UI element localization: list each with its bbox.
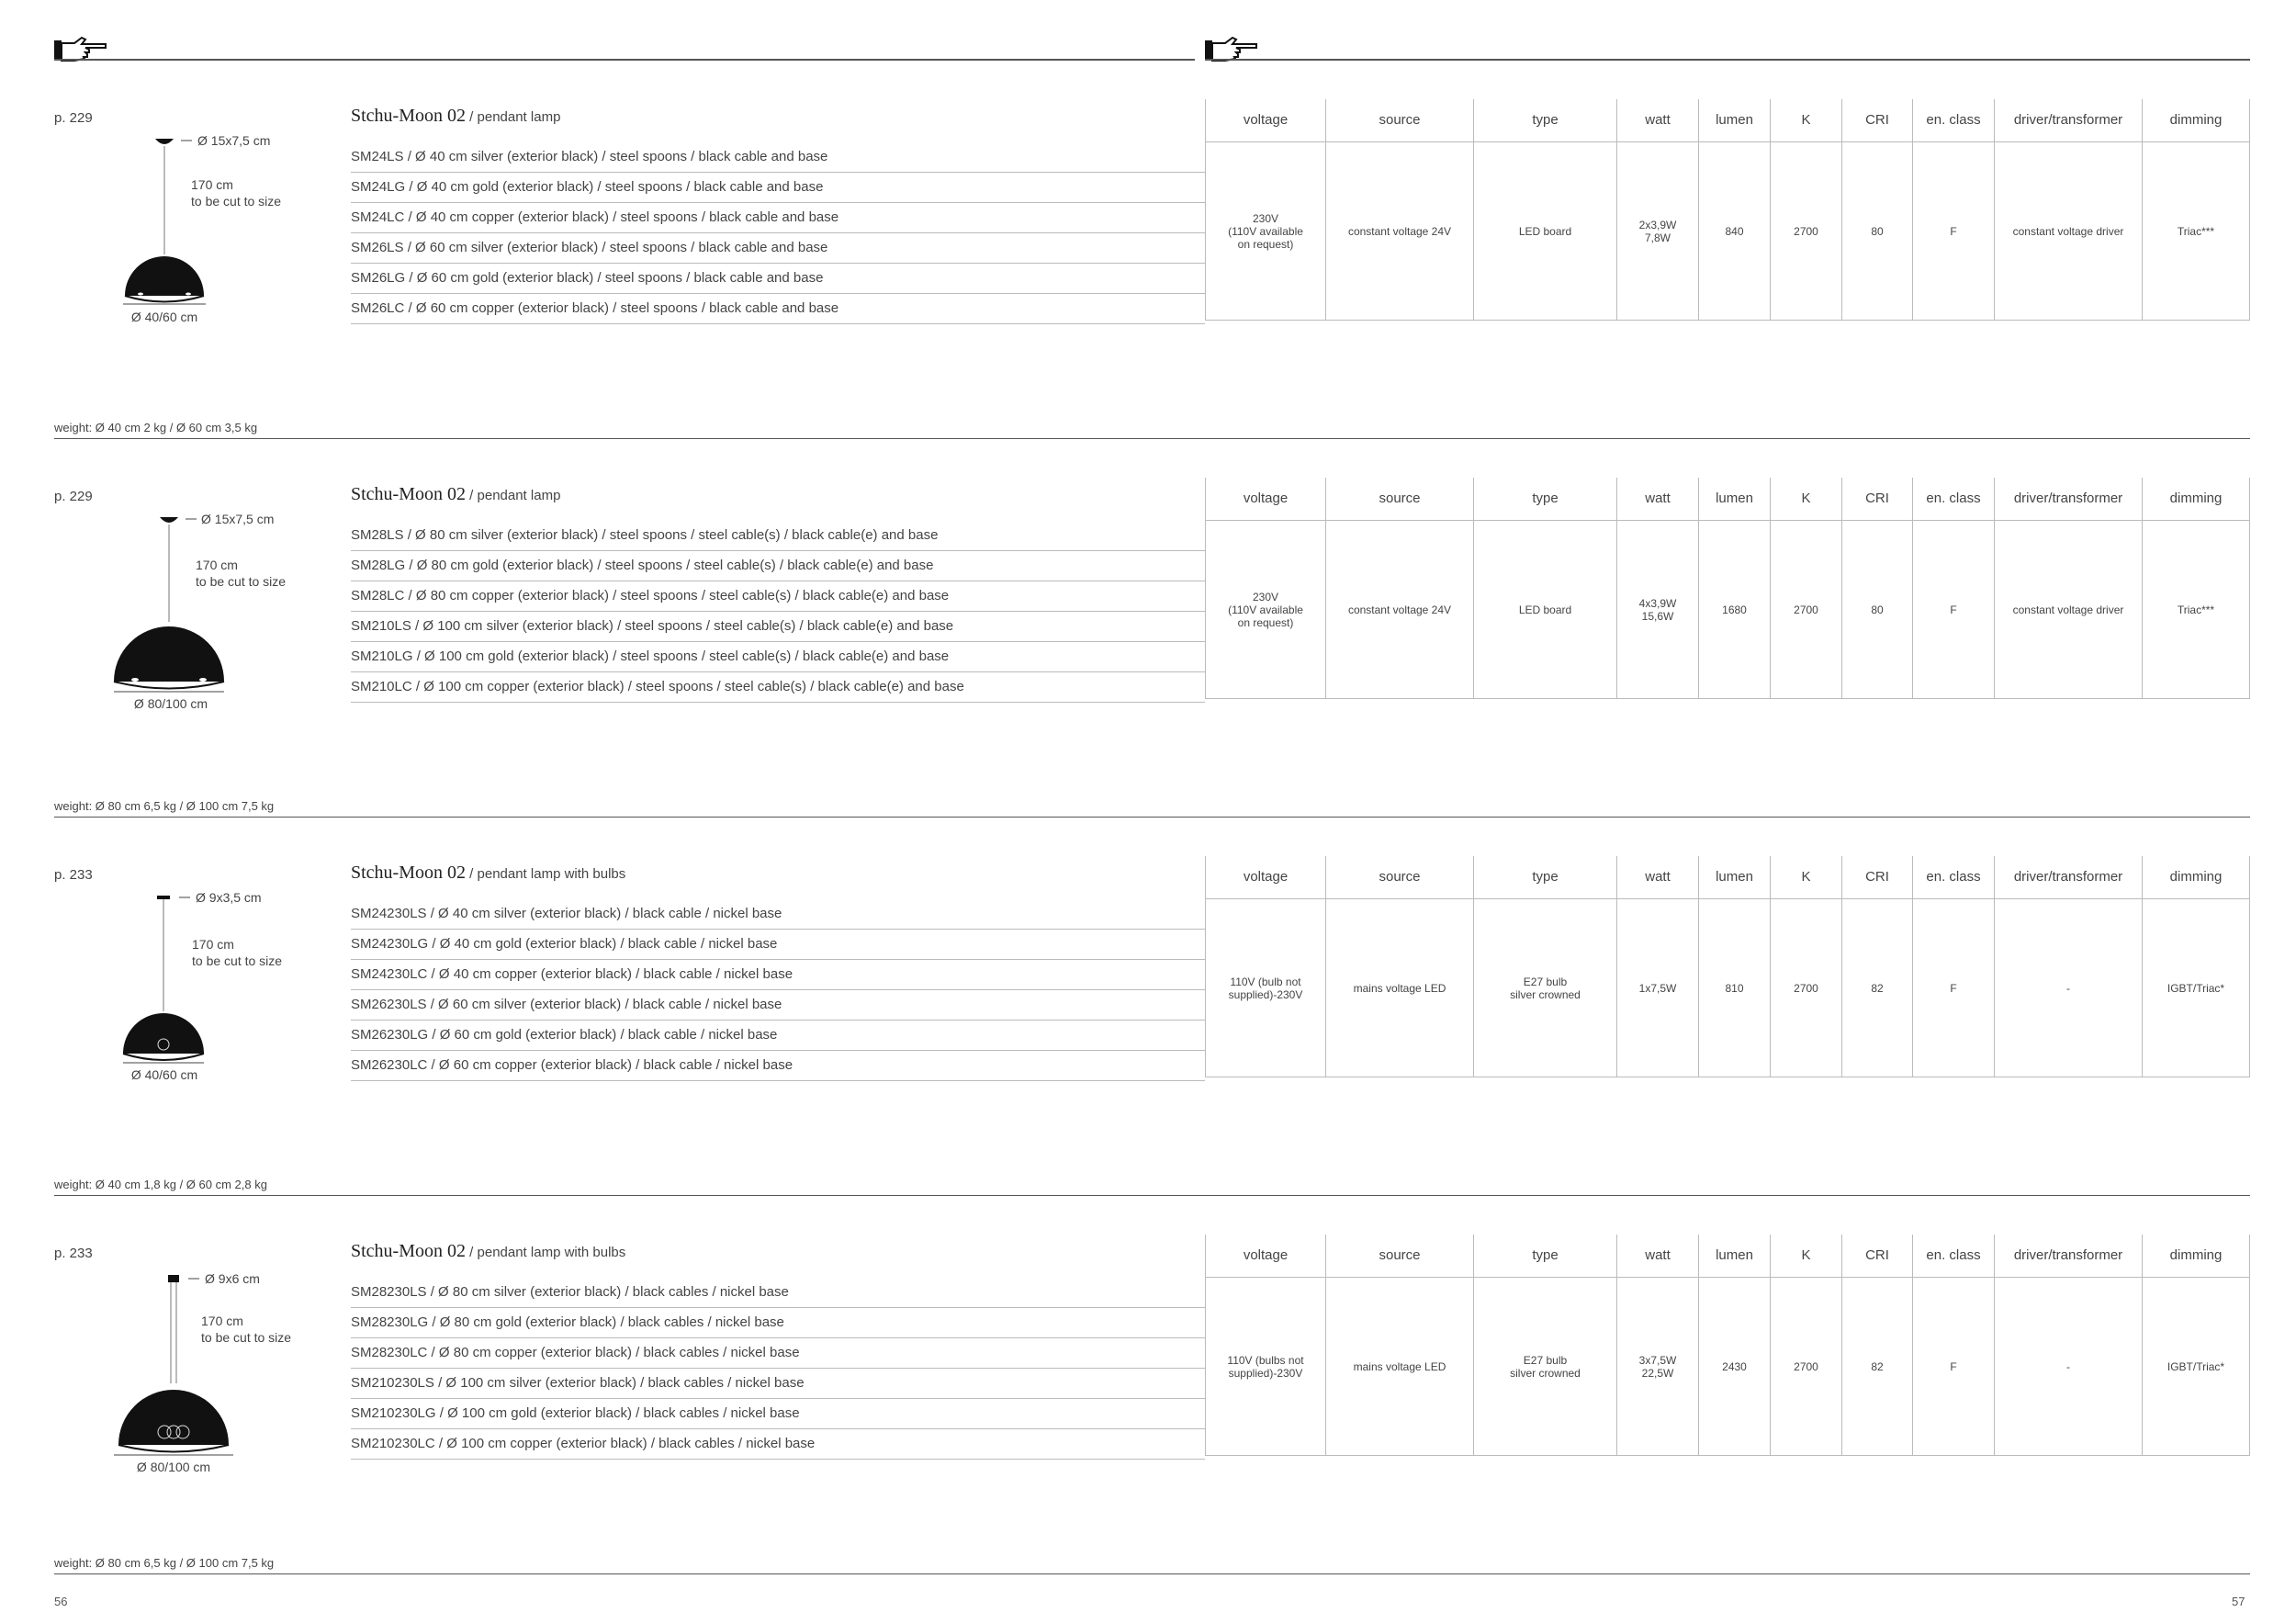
product-title: Stchu-Moon 02 / pendant lamp <box>351 484 561 504</box>
lamp-drawing <box>109 512 348 732</box>
spec-col-source: source mains voltage LED <box>1325 856 1473 1077</box>
product-section-4 <box>54 1195 2250 1573</box>
product-title: Stchu-Moon 02 / pendant lamp with bulbs <box>351 1241 626 1261</box>
product-row: SM28LC / Ø 80 cm copper (exterior black) / steel spoons / steel cable(s) / black cable(e) and base <box>351 581 1205 612</box>
lamp-drawing <box>109 890 348 1111</box>
product-row: SM26230LC / Ø 60 cm copper (exterior black) / black cable / nickel base <box>351 1051 1205 1081</box>
product-row: SM24230LG / Ø 40 cm gold (exterior black) / black cable / nickel base <box>351 930 1205 960</box>
spec-col-source: source constant voltage 24V <box>1325 478 1473 699</box>
spec-col-source: source constant voltage 24V <box>1325 99 1473 321</box>
page-number-right: 57 <box>2232 1595 2245 1608</box>
page-reference: p. 233 <box>54 1246 93 1261</box>
lamp-drawing <box>109 1269 348 1489</box>
svg-text:to be cut to size: to be cut to size <box>191 194 282 209</box>
svg-text:Ø 40/60 cm: Ø 40/60 cm <box>130 1067 198 1082</box>
product-row: SM210230LS / Ø 100 cm silver (exterior black) / black cables / nickel base <box>351 1369 1205 1399</box>
product-row: SM210230LG / Ø 100 cm gold (exterior black) / black cables / nickel base <box>351 1399 1205 1429</box>
spec-col-dimming: dimming Triac*** <box>2142 99 2250 321</box>
spec-col-watt: watt 4x3,9W 15,6W <box>1616 478 1698 699</box>
spec-col-voltage: voltage 230V (110V available on request) <box>1205 478 1325 699</box>
svg-text:Ø 15x7,5 cm: Ø 15x7,5 cm <box>197 133 271 148</box>
product-section-3 <box>54 817 2250 1195</box>
product-section-2 <box>54 438 2250 817</box>
product-row: SM24LG / Ø 40 cm gold (exterior black) / steel spoons / black cable and base <box>351 173 1205 203</box>
product-row: SM210230LC / Ø 100 cm copper (exterior black) / black cables / nickel base <box>351 1429 1205 1460</box>
product-row: SM24230LS / Ø 40 cm silver (exterior black) / black cable / nickel base <box>351 899 1205 930</box>
spec-col-energy-class: en. class F <box>1912 99 1994 321</box>
svg-text:Ø 80/100 cm: Ø 80/100 cm <box>136 1460 211 1474</box>
spec-col-driver: driver/transformer - <box>1994 856 2142 1077</box>
product-row: SM210LS / Ø 100 cm silver (exterior black) / steel spoons / steel cable(s) / black cable(e) and base <box>351 612 1205 642</box>
spec-col-driver: driver/transformer constant voltage driver <box>1994 478 2142 699</box>
svg-text:170 cm: 170 cm <box>192 937 234 952</box>
svg-text:170 cm: 170 cm <box>196 558 238 572</box>
weight-note: weight: Ø 40 cm 1,8 kg / Ø 60 cm 2,8 kg <box>54 1178 267 1191</box>
svg-text:Ø 80/100 cm: Ø 80/100 cm <box>133 696 208 711</box>
weight-note: weight: Ø 40 cm 2 kg / Ø 60 cm 3,5 kg <box>54 421 258 434</box>
svg-text:to be cut to size: to be cut to size <box>196 574 287 589</box>
spec-col-source: source mains voltage LED <box>1325 1235 1473 1456</box>
spec-col-kelvin: K 2700 <box>1770 856 1841 1077</box>
product-row: SM24230LC / Ø 40 cm copper (exterior black) / black cable / nickel base <box>351 960 1205 990</box>
page-reference: p. 233 <box>54 867 93 883</box>
product-list <box>351 521 1205 703</box>
spec-col-dimming: dimming IGBT/Triac* <box>2142 856 2250 1077</box>
product-row: SM26230LS / Ø 60 cm silver (exterior black) / black cable / nickel base <box>351 990 1205 1021</box>
product-title: Stchu-Moon 02 / pendant lamp with bulbs <box>351 863 626 883</box>
product-section-1 <box>54 60 2250 438</box>
svg-text:to be cut to size: to be cut to size <box>192 953 283 968</box>
spec-col-kelvin: K 2700 <box>1770 1235 1841 1456</box>
spec-col-energy-class: en. class F <box>1912 856 1994 1077</box>
product-row: SM24LC / Ø 40 cm copper (exterior black) / steel spoons / black cable and base <box>351 203 1205 233</box>
product-row: SM28LG / Ø 80 cm gold (exterior black) / steel spoons / steel cable(s) / black cable(e) and base <box>351 551 1205 581</box>
spec-col-voltage: voltage 110V (bulbs not supplied)-230V <box>1205 1235 1325 1456</box>
spec-col-cri: CRI 82 <box>1841 856 1912 1077</box>
product-row: SM26LC / Ø 60 cm copper (exterior black) / steel spoons / black cable and base <box>351 294 1205 324</box>
spec-col-lumen: lumen 810 <box>1698 856 1770 1077</box>
product-list <box>351 142 1205 324</box>
svg-text:Ø 9x6 cm: Ø 9x6 cm <box>205 1271 260 1286</box>
spec-col-lumen: lumen 2430 <box>1698 1235 1770 1456</box>
page-number-left: 56 <box>54 1595 68 1608</box>
spec-col-type: type LED board <box>1473 478 1616 699</box>
spec-col-watt: watt 3x7,5W 22,5W <box>1616 1235 1698 1456</box>
spec-col-voltage: voltage 110V (bulb not supplied)-230V <box>1205 856 1325 1077</box>
spec-col-voltage: voltage 230V (110V available on request) <box>1205 99 1325 321</box>
product-title: Stchu-Moon 02 / pendant lamp <box>351 106 561 126</box>
svg-text:Ø 15x7,5 cm: Ø 15x7,5 cm <box>201 512 275 526</box>
spec-col-lumen: lumen 840 <box>1698 99 1770 321</box>
product-row: SM26LG / Ø 60 cm gold (exterior black) / steel spoons / black cable and base <box>351 264 1205 294</box>
svg-text:Ø 40/60 cm: Ø 40/60 cm <box>130 310 198 324</box>
spec-col-type: type E27 bulb silver crowned <box>1473 1235 1616 1456</box>
spec-col-cri: CRI 80 <box>1841 99 1912 321</box>
page-reference: p. 229 <box>54 110 93 126</box>
weight-note: weight: Ø 80 cm 6,5 kg / Ø 100 cm 7,5 kg <box>54 799 275 813</box>
spec-col-type: type LED board <box>1473 99 1616 321</box>
product-list <box>351 899 1205 1081</box>
product-row: SM28LS / Ø 80 cm silver (exterior black) / steel spoons / steel cable(s) / black cable(e) and base <box>351 521 1205 551</box>
svg-text:Ø 9x3,5 cm: Ø 9x3,5 cm <box>196 890 262 905</box>
spec-col-watt: watt 1x7,5W <box>1616 856 1698 1077</box>
product-row: SM26LS / Ø 60 cm silver (exterior black) / steel spoons / black cable and base <box>351 233 1205 264</box>
product-row: SM28230LS / Ø 80 cm silver (exterior black) / black cables / nickel base <box>351 1278 1205 1308</box>
spec-col-cri: CRI 82 <box>1841 1235 1912 1456</box>
weight-note: weight: Ø 80 cm 6,5 kg / Ø 100 cm 7,5 kg <box>54 1556 275 1570</box>
product-row: SM210LG / Ø 100 cm gold (exterior black) / steel spoons / steel cable(s) / black cable(e) and base <box>351 642 1205 672</box>
product-row: SM210LC / Ø 100 cm copper (exterior black) / steel spoons / steel cable(s) / black cable(e) and base <box>351 672 1205 703</box>
spec-col-dimming: dimming Triac*** <box>2142 478 2250 699</box>
svg-text:to be cut to size: to be cut to size <box>201 1330 292 1345</box>
spec-col-driver: driver/transformer constant voltage driver <box>1994 99 2142 321</box>
spec-col-kelvin: K 2700 <box>1770 478 1841 699</box>
lamp-drawing <box>109 133 348 354</box>
product-row: SM28230LC / Ø 80 cm copper (exterior black) / black cables / nickel base <box>351 1338 1205 1369</box>
product-row: SM24LS / Ø 40 cm silver (exterior black) / steel spoons / black cable and base <box>351 142 1205 173</box>
spec-col-watt: watt 2x3,9W 7,8W <box>1616 99 1698 321</box>
spec-col-cri: CRI 80 <box>1841 478 1912 699</box>
spec-col-lumen: lumen 1680 <box>1698 478 1770 699</box>
product-row: SM26230LG / Ø 60 cm gold (exterior black) / black cable / nickel base <box>351 1021 1205 1051</box>
spec-col-type: type E27 bulb silver crowned <box>1473 856 1616 1077</box>
spec-col-kelvin: K 2700 <box>1770 99 1841 321</box>
spec-col-energy-class: en. class F <box>1912 478 1994 699</box>
svg-text:170 cm: 170 cm <box>191 177 233 192</box>
spec-col-energy-class: en. class F <box>1912 1235 1994 1456</box>
svg-text:170 cm: 170 cm <box>201 1314 243 1328</box>
section-divider <box>54 1573 2250 1574</box>
product-row: SM28230LG / Ø 80 cm gold (exterior black) / black cables / nickel base <box>351 1308 1205 1338</box>
spec-col-dimming: dimming IGBT/Triac* <box>2142 1235 2250 1456</box>
product-list <box>351 1278 1205 1460</box>
spec-col-driver: driver/transformer - <box>1994 1235 2142 1456</box>
page-reference: p. 229 <box>54 489 93 504</box>
